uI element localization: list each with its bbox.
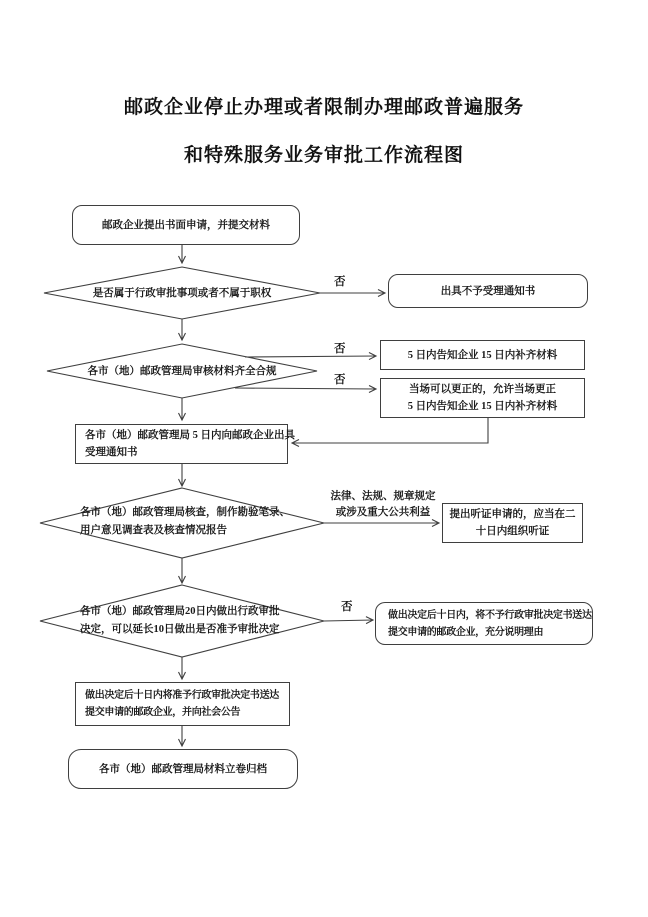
decision-scope-label [44, 285, 320, 303]
node-notify-supplement [380, 340, 585, 370]
edge-correction-to-acceptance [292, 418, 488, 443]
node-hearing [442, 503, 583, 543]
decision-approval-label [80, 603, 320, 639]
acceptance-notice-line1: 各市（地）邮政管理局 5 日内向邮政企业出具 [85, 430, 295, 441]
reject-notice-label: 出具不予受理通知书 [440, 285, 536, 297]
decision-inspect-line2: 用户意见调查表及核查情况报告 [80, 525, 227, 536]
edge-decision-materials-to-notify [245, 356, 376, 357]
acceptance-notice-line2: 受理通知书 [85, 447, 138, 458]
decision-materials-label [47, 363, 317, 381]
page-title-line1: 邮政企业停止办理或者限制办理邮政普遍服务 [123, 97, 524, 118]
edge-label-law-line2: 或涉及重大公共利益 [335, 507, 431, 518]
notify-supplement-label: 5 日内告知企业 15 日内补齐材料 [407, 349, 558, 361]
edge-decision-materials-to-correction [235, 388, 376, 389]
edge-label-law-line1: 法律、法规、规章规定 [330, 491, 436, 502]
edge-label-no-2: 否 [334, 343, 346, 355]
approve-delivery-line1: 做出决定后十日内将准予行政审批决定书送达 [85, 690, 279, 701]
edge-label-law [324, 489, 442, 521]
node-acceptance-notice [75, 424, 295, 464]
deny-delivery-line1: 做出决定后十日内，将不予行政审批决定书送达 [388, 609, 592, 621]
edge-decision-approval-to-deny [324, 620, 373, 621]
deny-delivery-line2: 提交申请的邮政企业，充分说明理由 [388, 626, 544, 638]
approve-delivery-line2: 提交申请的邮政企业，并向社会公告 [85, 707, 241, 718]
onsite-correction-line2: 5 日内告知企业 15 日内补齐材料 [407, 401, 558, 412]
decision-inspect-line1: 各市（地）邮政管理局核查，制作勘验笔录、 [80, 507, 290, 518]
decision-approval-line2: 决定，可以延长10日做出是否准予审批决定 [80, 624, 280, 635]
node-archive [68, 749, 298, 789]
hearing-line1: 提出听证申请的，应当在二 [449, 509, 576, 520]
node-approve-delivery [75, 682, 290, 726]
node-onsite-correction [380, 378, 585, 418]
edge-label-no-3: 否 [334, 374, 346, 386]
page-title-line2: 和特殊服务业务审批工作流程图 [183, 145, 464, 166]
archive-label: 各市（地）邮政管理局材料立卷归档 [99, 763, 267, 775]
node-reject-notice [388, 274, 588, 308]
node-start-label: 邮政企业提出书面申请，并提交材料 [102, 219, 270, 231]
decision-scope-text: 是否属于行政审批事项或者不属于职权 [92, 288, 272, 299]
edge-label-no-4: 否 [341, 601, 353, 613]
decision-materials-text: 各市（地）邮政管理局审核材料齐全合规 [87, 366, 277, 377]
edge-label-no-1: 否 [334, 276, 346, 288]
onsite-correction-line1: 当场可以更正的，允许当场更正 [409, 384, 556, 395]
node-deny-delivery [375, 602, 593, 645]
decision-inspect-label [80, 504, 315, 540]
decision-approval-line1: 各市（地）邮政管理局20日内做出行政审批 [80, 606, 280, 617]
node-start [72, 205, 300, 245]
hearing-line2: 十日内组织听证 [475, 526, 550, 537]
